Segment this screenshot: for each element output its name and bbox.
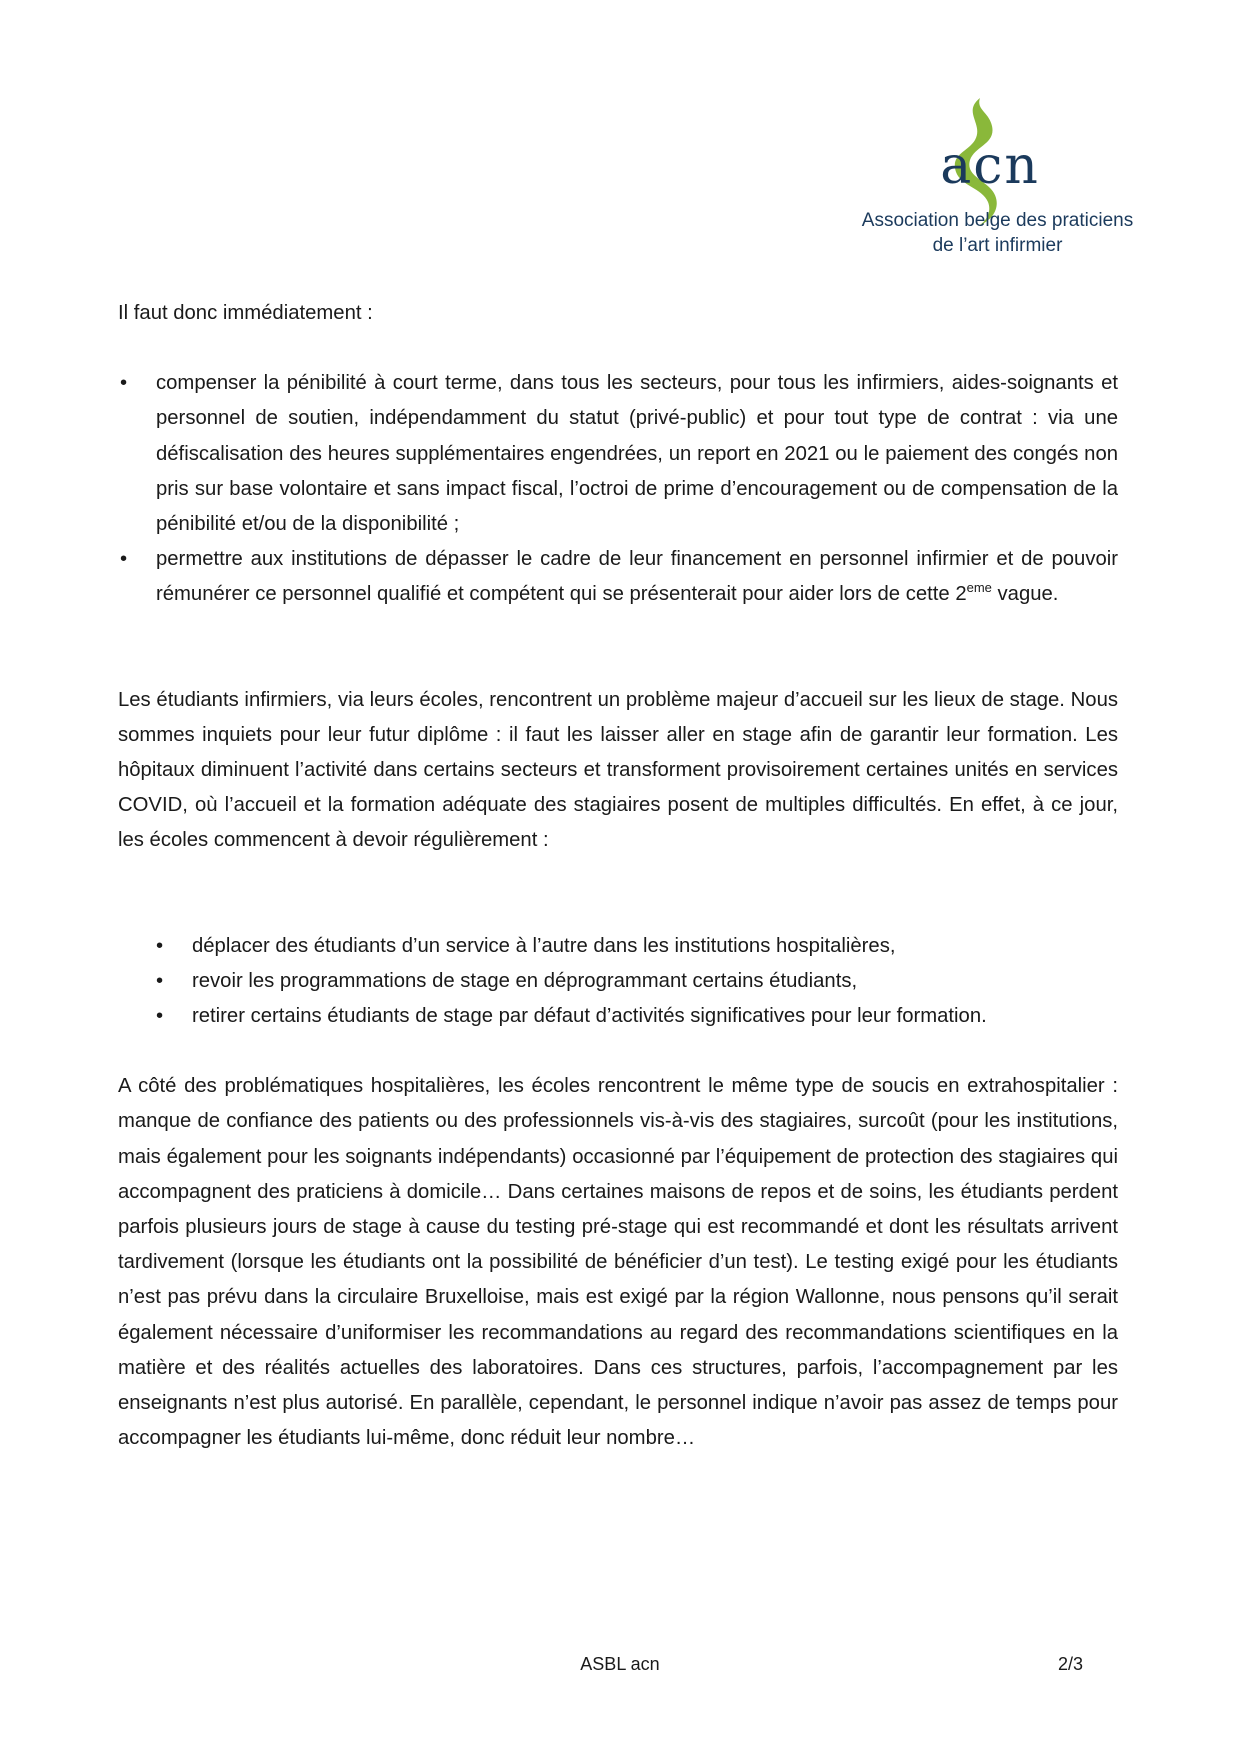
acn-logo <box>830 90 1165 280</box>
list-item <box>118 999 1118 1034</box>
footer-organization: ASBL acn <box>580 1654 660 1674</box>
document-body <box>118 296 1118 1456</box>
wave-superscript: eme <box>966 580 992 596</box>
wave-text: vague. <box>991 583 1059 606</box>
schools-list <box>118 929 1118 1035</box>
logo-wordmark: acn <box>940 136 1040 196</box>
logo-caption-line1: Association belge des praticiens <box>861 210 1134 231</box>
logo-caption-line2: de l’art infirmier <box>932 235 1063 256</box>
list-item <box>118 929 1118 964</box>
bullet-icon: • <box>120 372 128 395</box>
wave-number: 2 <box>955 583 967 606</box>
bullet-icon: • <box>156 969 164 992</box>
list-item-text: permettre aux institutions de dépasser le cadre de leur financement en personnel infirmier et de pouvoir rémunérer ce personnel qualifié et compétent qui se présenterait pour aider lors de cette <box>156 548 1118 606</box>
action-list <box>118 366 1118 612</box>
bullet-icon: • <box>120 548 128 571</box>
list-item-text: compenser la pénibilité à court terme, dans tous les secteurs, pour tous les infirmiers, aides-soignants et personnel de soutien, indépendamment du statut (privé-public) et pour tout type de contrat : via une défiscalisation des heures supplémentaires engendrées, un report en 2021 ou le paiement des congés non pris sur base volontaire et sans impact fiscal, l’octroi de prime d’encouragement ou de compensation de la pénibilité et/ou de la disponibilité ; <box>156 372 1118 536</box>
intro-text: Il faut donc immédiatement : <box>118 302 373 324</box>
list-item-text: revoir les programmations de stage en déprogrammant certains étudiants, <box>192 969 858 992</box>
paragraph-extrahospital: A côté des problématiques hospitalières, les écoles rencontrent le même type de soucis en extrahospitalier : manque de confiance des patients ou des professionnels vis-à-vis des stagiaires, surcoût (pour les institutions, mais également pour les soignants indépendants) occasionné par l’équipement de protection des stagiaires qui accompagnent des praticiens à domicile… Dans certaines maisons de repos et de soins, les étudiants perdent parfois plusieurs jours de stage à cause du testing pré-stage qui est recommandé et dont les résultats arrivent tardivement (lorsque les étudiants ont la possibilité de bénéficier d’un test). Le testing exigé pour les étudiants n’est pas prévu dans la circulaire Bruxelloise, mais est exigé par la région Wallonne, nous pensons qu’il serait également nécessaire d’uniformiser les recommandations au regard des recommandations scientifiques en la matière et des réalités actuelles des laboratoires. Dans ces structures, parfois, l’accompagnement par les enseignants n’est plus autorisé. En parallèle, cependant, le personnel indique n’avoir pas assez de temps pour accompagner les étudiants lui-même, donc réduit leur nombre… <box>118 1075 1118 1450</box>
paragraph-students: Les étudiants infirmiers, via leurs écoles, rencontrent un problème majeur d’accueil sur les lieux de stage. Nous sommes inquiets pour leur futur diplôme : il faut les laisser aller en stage afin de garantir leur formation. Les hôpitaux diminuent l’activité dans certains secteurs et transforment provisoirement certaines unités en services COVID, où l’accueil et la formation adéquate des stagiaires posent de multiples difficultés. En effet, à ce jour, les écoles commencent à devoir régulièrement : <box>118 688 1118 852</box>
page-number: 2/3 <box>1057 1654 1083 1674</box>
list-item <box>118 542 1118 612</box>
list-item-text: déplacer des étudiants d’un service à l’autre dans les institutions hospitalières, <box>192 934 896 957</box>
bullet-icon: • <box>156 934 164 957</box>
list-item-text: retirer certains étudiants de stage par défaut d’activités significatives pour leur formation. <box>192 1005 987 1028</box>
list-item <box>118 964 1118 999</box>
bullet-icon: • <box>156 1005 164 1028</box>
list-item <box>118 366 1118 542</box>
